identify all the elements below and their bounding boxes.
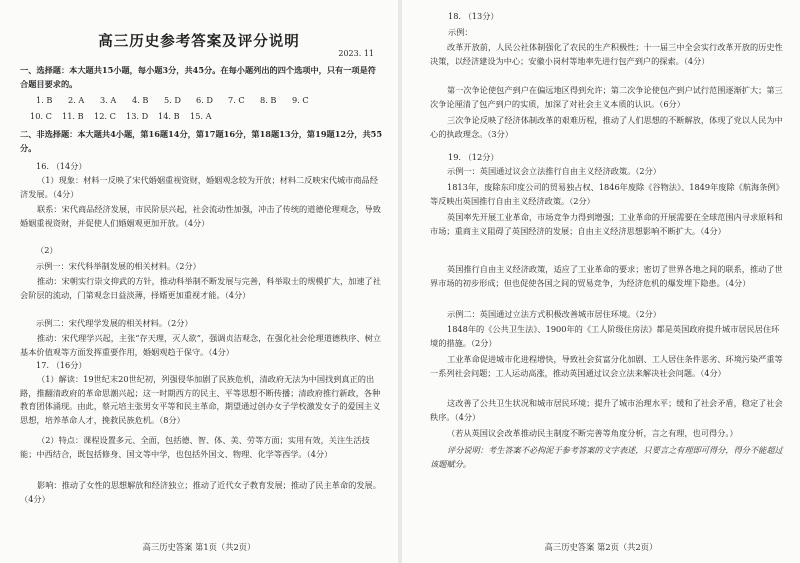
q19-example-2: 示例二：英国通过立法方式积极改善城市居住环境。（2分） <box>447 309 661 319</box>
question-18-heading: 18. （13分） <box>448 11 499 21</box>
answer-item: 11. B <box>62 111 84 121</box>
answer-item: 9. C <box>292 95 309 105</box>
exam-date: 2023. 11 <box>338 49 374 58</box>
q18-example-label: 示例： <box>448 27 473 37</box>
q17-part2: （2）特点：课程设置多元、全面，包括德、智、体、美、劳等方面；实用有效，关注生活技能；中西结合，既包括修身、国文等中学，也包括外国文、物理、化学等西学。（4分） <box>20 435 370 459</box>
answer-page-1 <box>0 0 398 563</box>
answer-item: 10. C <box>30 111 52 121</box>
q19-example-2-impact: 这改善了公共卫生状况和城市居民环境；提升了城市治理水平；缓和了社会矛盾，稳定了社会秩序。（4分） <box>430 398 783 422</box>
answer-item: 7. C <box>228 95 245 105</box>
q17-impact: 影响：推动了女性的思想解放和经济独立；推动了近代女子教育发展；推动了民主革命的发展。（4分） <box>20 480 381 504</box>
answer-item: 13. D <box>126 111 149 121</box>
answer-item: 6. D <box>196 95 213 105</box>
q19-example-1-causes: 英国率先开展工业革命，市场竞争力得到增强；工业革命的开展需要在全球范围内寻求原料和市场；重商主义阻碍了英国经济的发展；自由主义经济思想影响不断扩大。（4分） <box>430 212 783 236</box>
answer-page-2 <box>402 0 800 563</box>
answer-item: 15. A <box>190 111 212 121</box>
answer-item: 12. C <box>94 111 116 121</box>
question-16-heading: 16. （14分） <box>36 161 87 171</box>
answer-item: 14. B <box>158 111 180 121</box>
q19-example-1: 示例一：英国通过议会立法推行自由主义经济政策。（2分） <box>447 166 661 176</box>
answer-item: 5. D <box>164 95 181 105</box>
q19-example-1-impact: 英国推行自由主义经济政策，适应了工业革命的要求；密切了世界各地之间的联系，推动了世界市场的初步形成；但也促使各国之间的贸易竞争，为经济危机的爆发埋下隐患。（4分） <box>430 264 783 288</box>
answers-row-1 <box>36 94 324 107</box>
answer-item: 1. B <box>36 95 53 105</box>
grading-note: 评分说明：考生答案不必拘泥于参考答案的文字表述，只要言之有理即可得分，得分不能超过该题赋分。 <box>430 445 783 469</box>
q16-example-1-text: 推动：宋朝实行崇文抑武的方针，推动科举制不断发展与完善，科举取士的规模扩大，加速了社会阶层的流动，门第观念日益淡薄，择婿更加重视才能。（4分） <box>20 276 381 300</box>
q16-example-1: 示例一：宋代科举制发展的相关材料。（2分） <box>36 261 201 271</box>
page-footer: 高三历史答案 第2页（共2页） <box>544 542 658 552</box>
answer-item: 4. B <box>132 95 149 105</box>
q16-part1-connection: 联系：宋代商品经济发展，市民阶层兴起，社会流动性加强，冲击了传统的道德伦理观念，导致婚姻重视资财，并促使人们婚姻观更加开放。（4分） <box>20 204 381 228</box>
q16-example-2-text: 推动：宋代理学兴起，主张“存天理，灭人欲”，强调贞洁观念，在强化社会伦理道德秩序、树立基本价值观等方面发挥重要作用，婚姻观趋于保守。（4分） <box>20 333 382 357</box>
question-19-heading: 19. （12分） <box>448 152 499 162</box>
question-17-heading: 17. （16分） <box>36 360 87 370</box>
answer-item: 3. A <box>100 95 117 105</box>
q19-example-2-causes: 工业革命促进城市化进程增快，导致社会贫富分化加剧、工人居住条件恶劣、环境污染严重等一系列社会问题；工人运动高涨，推动英国通过议会立法来解决社会问题。（4分） <box>430 354 783 378</box>
q16-part2-label: （2） <box>36 245 58 255</box>
answers-row-2 <box>30 110 222 123</box>
answer-item: 2. A <box>68 95 85 105</box>
q18-paragraph-2: 第一次争论使包产到户在偏远地区得到允许；第二次争论使包产到户试行范围逐渐扩大；第三次争论厘清了包产到户的实质，加深了对社会主义本质的认识。（6分） <box>430 85 783 109</box>
page-footer: 高三历史答案 第1页（共2页） <box>142 542 256 552</box>
q19-example-1-laws: 1813年，废除东印度公司的贸易独占权、1846年废除《谷物法》、1849年废除《航海条例》等反映出英国推行自由主义经济政策。（2分） <box>430 182 784 206</box>
section-2-instructions: 二、非选择题：本大题共4小题，第16题14分，第17题16分，第18题13分，第19题12分，共55分。 <box>20 129 383 153</box>
answer-item: 8. B <box>260 95 277 105</box>
q19-example-2-laws: 1848年的《公共卫生法》、1900年的《工人阶级住房法》都是英国政府提升城市居民居住环境的措施。（2分） <box>430 324 780 348</box>
q18-paragraph-3: 三次争论反映了经济体制改革的艰难历程，推动了人们思想的不断解放，体现了党以人民为中心的执政理念。（3分） <box>430 115 783 139</box>
q17-part1: （1）解读：19世纪末20世纪初，列强侵华加剧了民族危机，清政府无法为中国找到真正的出路，推翻清政府的革命思潮兴起；这一时期西方的民主、平等思想不断传播；清政府推行新政，各种教育团体涌现。由此，蔡元培主张男女平等和民主革命，期望通过创办女子学校激发女子的爱国主义思想，培养革命人才，挽救民族危机。（8分） <box>20 374 381 425</box>
q16-part1-phenomenon: （1）现象：材料一反映了宋代婚姻重视资财，婚姻观念较为开放；材料二反映宋代城市商品经济发展。（4分） <box>20 175 378 199</box>
section-1-instructions: 一、选择题：本大题共15小题，每小题3分，共45分。在每小题列出的四个选项中，只有一项是符合题目要求的。 <box>20 65 376 89</box>
page-title: 高三历史参考答案及评分说明 <box>98 33 300 50</box>
q19-alternative-note: （若从英国议会改革推动民主制度不断完善等角度分析，言之有理，也可得分。） <box>447 428 738 438</box>
q18-paragraph-1: 改革开放前，人民公社体制强化了农民的生产积极性；十一届三中全会实行改革开放的历史性决策，以经济建设为中心；安徽小岗村等地率先进行包产到户的探索。（4分） <box>430 42 783 66</box>
q16-example-2: 示例二：宋代理学发展的相关材料。（2分） <box>36 318 193 328</box>
